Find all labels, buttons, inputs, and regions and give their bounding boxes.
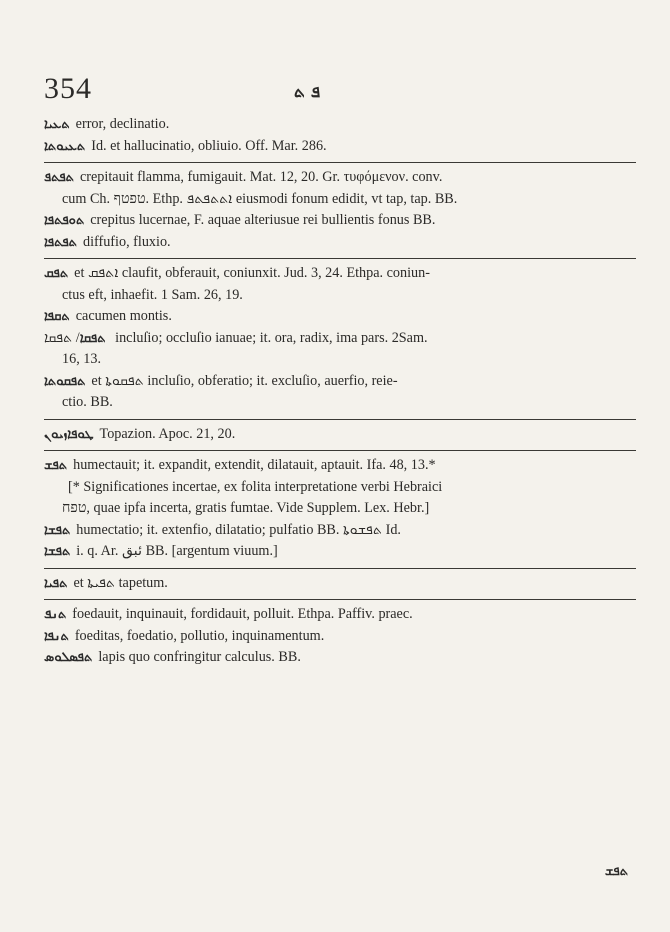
entry-text: lapis quo confringitur calculus. BB. bbox=[98, 649, 301, 665]
entry-line bbox=[44, 541, 636, 563]
syriac-headword: ܬܦܩܘܬܐ bbox=[44, 373, 86, 389]
entry-text: [* Significationes incertae, ex folita interpretatione verbi Hebraici bbox=[68, 478, 443, 495]
entry-section bbox=[44, 162, 636, 258]
entry-text: et ܬܦܩܘܬܐ incluſio, obferatio; it. excluſio, auerfio, reie- bbox=[91, 372, 398, 389]
entry-section bbox=[44, 110, 636, 162]
entry-section bbox=[44, 258, 636, 419]
entry-text: ‏טפח‏, quae ipfa incerta, gratis fumtae. Vide Supplem. Lex. Hebr.] bbox=[62, 500, 430, 516]
entry-section bbox=[44, 568, 636, 600]
entry-text: 16, 13. bbox=[62, 351, 102, 367]
entry-line bbox=[44, 167, 636, 189]
syriac-headword: ܬܥܝܐ bbox=[44, 117, 70, 132]
entry-continuation bbox=[44, 392, 636, 414]
entry-continuation bbox=[44, 477, 636, 499]
syriac-headword: ܬܦܩܐ bbox=[79, 330, 106, 346]
entry-line bbox=[44, 114, 636, 136]
entry-text: et ܬܦܝܬܐ tapetum. bbox=[73, 574, 168, 591]
page-header bbox=[44, 72, 630, 112]
entry-text: Id. et hallucinatio, obliuio. Off. Mar. 286. bbox=[91, 137, 327, 154]
syriac-headword: ܬܢܦܐ bbox=[44, 628, 69, 644]
entry-continuation bbox=[44, 189, 636, 211]
entry-line bbox=[44, 371, 636, 393]
entry-line bbox=[44, 647, 636, 669]
syriac-headword: ܬܦܝܐ bbox=[44, 575, 68, 591]
entry-line bbox=[44, 328, 636, 350]
entry-line bbox=[44, 210, 636, 232]
catchword: ܬܦܫ bbox=[604, 864, 628, 879]
entry-text: error, declinatio. bbox=[75, 116, 170, 132]
entry-section bbox=[44, 450, 636, 568]
entry-section bbox=[44, 419, 636, 451]
syriac-headword: ܛܘܦܐܙܝܘܢ bbox=[44, 426, 94, 442]
syriac-headword: ܬܘܦܬܦܐ bbox=[44, 213, 85, 228]
syriac-headword: ܬܢܦ bbox=[44, 607, 67, 622]
running-head: ܦ ܬ bbox=[294, 82, 321, 102]
entry-line bbox=[44, 520, 636, 542]
entry-text: ctus eft, inhaefit. 1 Sam. 26, 19. bbox=[62, 286, 243, 303]
entry-text: cum Ch. ‏טפטף‏. Ethp. ‏ܐܬܬܦܬܦ‏ eiusmodi fonum edidit, vt tap, tap. BB. bbox=[62, 190, 458, 207]
entry-line bbox=[44, 232, 636, 254]
entry-line bbox=[44, 455, 636, 477]
entry-text: / ܬܦܩܐ incluſio; occluſio ianuae; it. ora, radix, ima pars. 2Sam. bbox=[44, 329, 428, 346]
entry-text: crepitauit flamma, fumigauit. Mat. 12, 20. Gr. τυφόμενον. conv. bbox=[79, 169, 443, 185]
entry-continuation bbox=[44, 349, 636, 371]
syriac-headword: ܬܦܫܐ bbox=[44, 544, 71, 559]
entry-text: humectauit; it. expandit, extendit, dilatauit, aptauit. Ifa. 48, 13.* bbox=[73, 457, 436, 473]
syriac-headword: ܬܦܬܦ bbox=[44, 170, 74, 185]
entry-line bbox=[44, 626, 636, 648]
entry-text: ctio. BB. bbox=[62, 394, 113, 410]
entry-line bbox=[44, 263, 636, 285]
entry-text: foedauit, inquinauit, fordidauit, polluit. Ethpa. Paffiv. praec. bbox=[72, 606, 413, 622]
entry-text: diffufio, fluxio. bbox=[82, 233, 171, 250]
syriac-headword: ܬܦܣܠܘܣ bbox=[44, 650, 93, 665]
entry-text: crepitus lucernae, F. aquae alteriusue rei bullientis fonus BB. bbox=[90, 212, 436, 228]
page-number: 354 bbox=[44, 72, 92, 105]
entry-text: cacumen montis. bbox=[75, 308, 172, 324]
entry-text: foeditas, foedatio, pollutio, inquinamentum. bbox=[74, 627, 325, 644]
entry-line bbox=[44, 604, 636, 626]
syriac-headword: ܬܥܝܘܬܐ bbox=[44, 138, 86, 154]
entry-line bbox=[44, 306, 636, 328]
syriac-headword: ܬܦܬܦܐ bbox=[44, 234, 77, 250]
entry-continuation bbox=[44, 285, 636, 307]
syriac-headword: ܬܦܩ bbox=[44, 266, 69, 281]
dictionary-content bbox=[44, 110, 636, 674]
syriac-headword: ܬܦܫܐ bbox=[44, 522, 71, 538]
entry-text: et ܐܬܦܩ claufit, obferauit, coniunxit. Jud. 3, 24. Ethpa. coniun- bbox=[74, 265, 430, 281]
entry-line bbox=[44, 136, 636, 158]
entry-continuation bbox=[44, 498, 636, 520]
syriac-headword: ܬܩܦܐ bbox=[44, 309, 70, 324]
syriac-headword: ܬܦܫ bbox=[44, 458, 68, 473]
entry-text: i. q. Ar. ئبق BB. [argentum viuum.] bbox=[76, 543, 278, 559]
entry-line bbox=[44, 573, 636, 595]
entry-section bbox=[44, 599, 636, 674]
entry-line bbox=[44, 424, 636, 446]
entry-text: humectatio; it. extenfio, dilatatio; pulfatio BB. ܬܦܫܘܬܐ Id. bbox=[76, 521, 401, 538]
entry-text: Topazion. Apoc. 21, 20. bbox=[99, 425, 236, 442]
